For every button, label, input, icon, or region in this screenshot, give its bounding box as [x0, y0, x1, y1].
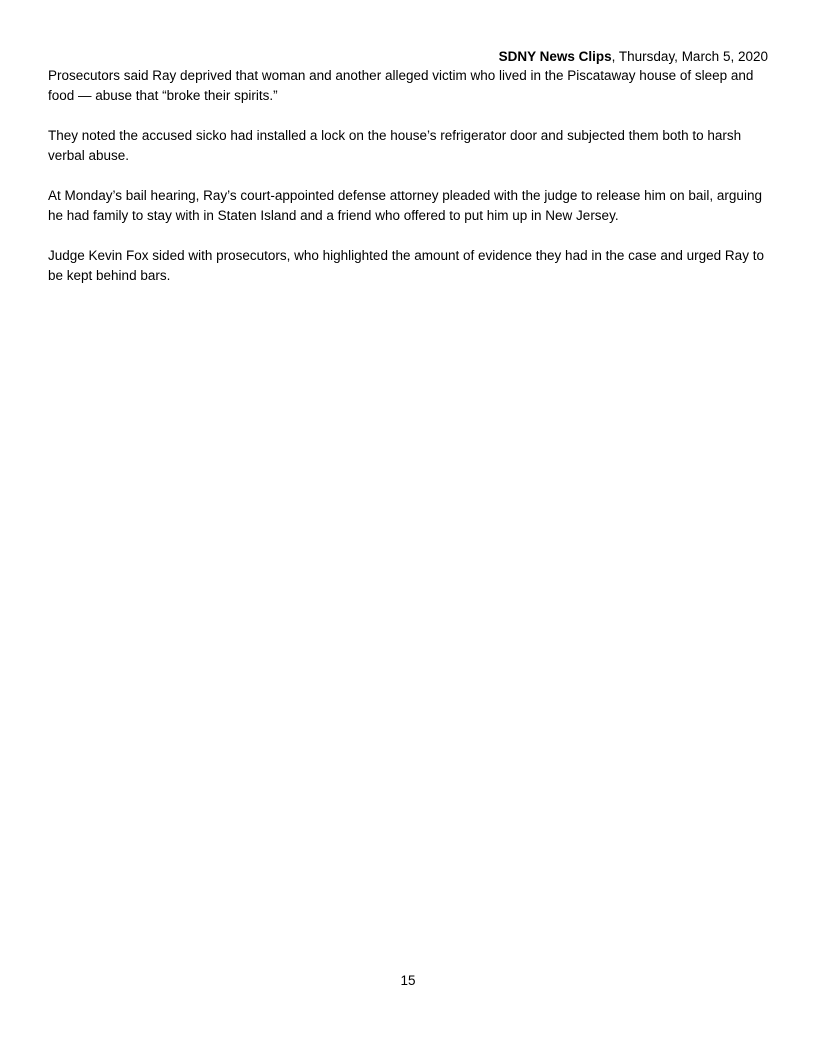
page-header: [499, 48, 768, 66]
paragraph: They noted the accused sicko had installed a lock on the house’s refrigerator door and subjected them both to harsh verbal abuse.: [48, 128, 742, 163]
article-body: [48, 66, 772, 306]
publication-name: SDNY News Clips: [498, 49, 612, 64]
paragraph: Judge Kevin Fox sided with prosecutors, who highlighted the amount of evidence they had in the case and urged Ray to be kept behind bars.: [48, 248, 764, 283]
page-number: 15: [400, 973, 416, 988]
header-date: , Thursday, March 5, 2020: [611, 49, 768, 64]
paragraph: Prosecutors said Ray deprived that woman and another alleged victim who lived in the Piscataway house of sleep and food — abuse that “broke their spirits.”: [48, 68, 754, 103]
paragraph: At Monday’s bail hearing, Ray’s court-appointed defense attorney pleaded with the judge to release him on bail, arguing he had family to stay with in Staten Island and a friend who offered to put him up in New Jersey.: [48, 188, 762, 223]
